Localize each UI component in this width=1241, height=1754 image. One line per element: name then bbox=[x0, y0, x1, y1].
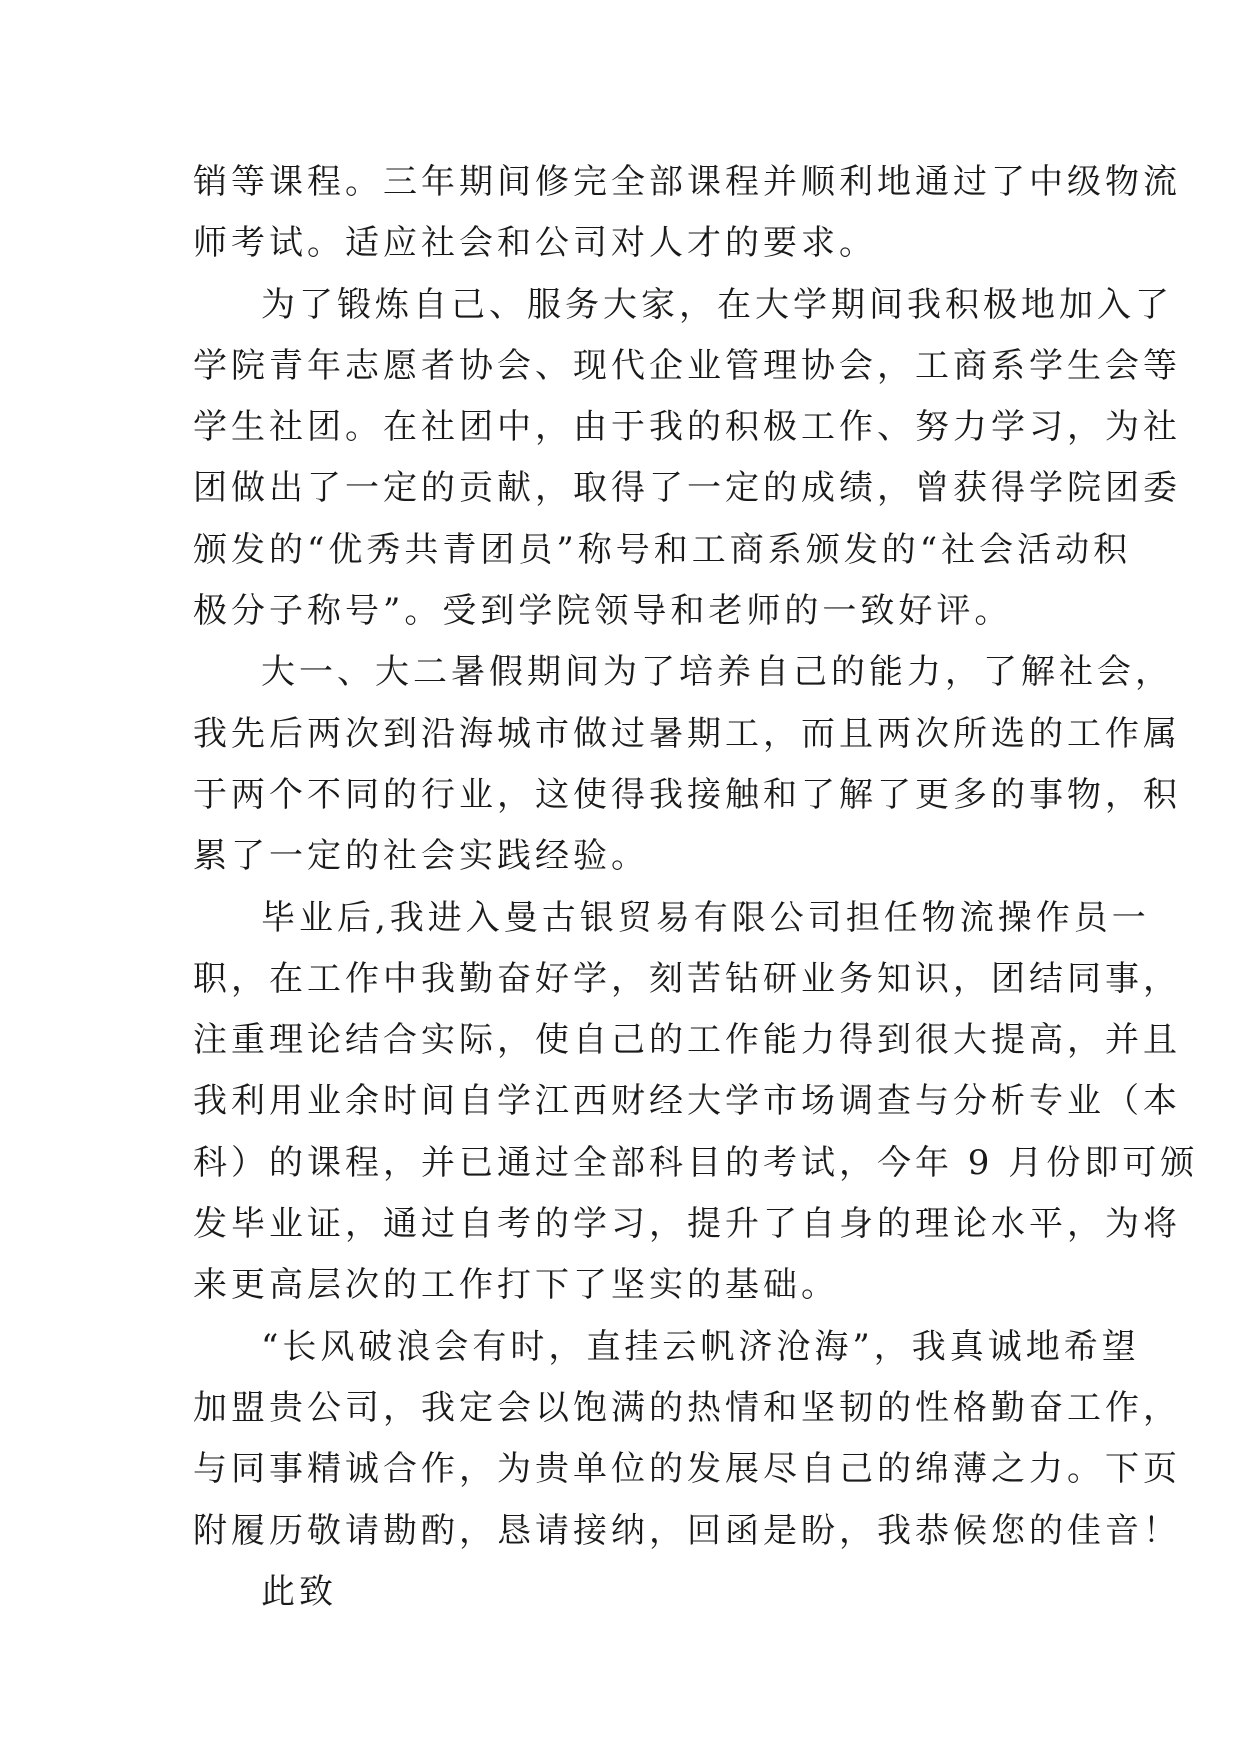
text-line: 科）的课程，并已通过全部科目的考试，今年 9 月份即可颁 bbox=[193, 1142, 1199, 1183]
letter-body bbox=[193, 152, 1199, 1623]
text-line: 销等课程。三年期间修完全部课程并顺利地通过了中级物流 bbox=[193, 162, 1181, 202]
text-line: 学生社团。在社团中，由于我的积极工作、努力学习，为社 bbox=[193, 407, 1181, 448]
text-line: 我先后两次到沿海城市做过暑期工，而且两次所选的工作属 bbox=[193, 713, 1181, 754]
text-line: 累了一定的社会实践经验。 bbox=[193, 836, 649, 877]
text-line: 团做出了一定的贡献，取得了一定的成绩，曾获得学院团委 bbox=[193, 468, 1181, 509]
text-line: 注重理论结合实际，使自己的工作能力得到很大提高，并且 bbox=[193, 1020, 1181, 1061]
closing-salutation: 此致 bbox=[261, 1571, 337, 1612]
text-line: 师考试。适应社会和公司对人才的要求。 bbox=[193, 223, 877, 264]
paragraph-start-line: 大一、大二暑假期间为了培养自己的能力，了解社会， bbox=[261, 652, 1173, 693]
text-line: 来更高层次的工作打下了坚实的基础。 bbox=[193, 1265, 839, 1306]
text-line: 极分子称号”。受到学院领导和老师的一致好评。 bbox=[193, 591, 1013, 632]
paragraph-start-line: “长风破浪会有时，直挂云帆济沧海”，我真诚地希望 bbox=[261, 1326, 1140, 1367]
text-line: 于两个不同的行业，这使得我接触和了解了更多的事物，积 bbox=[193, 774, 1181, 815]
text-line: 我利用业余时间自学江西财经大学市场调查与分析专业（本 bbox=[193, 1081, 1181, 1122]
text-line: 颁发的“优秀共青团员”称号和工商系颁发的“社会活动积 bbox=[193, 529, 1132, 570]
paragraph-start-line: 毕业后,我进入曼古银贸易有限公司担任物流操作员一 bbox=[261, 897, 1150, 938]
text-line: 与同事精诚合作，为贵单位的发展尽自己的绵薄之力。下页 bbox=[193, 1449, 1181, 1490]
text-line: 附履历敬请勘酌，恳请接纳，回函是盼，我恭候您的佳音！ bbox=[193, 1510, 1181, 1551]
text-line: 职，在工作中我勤奋好学，刻苦钻研业务知识，团结同事， bbox=[193, 958, 1181, 999]
text-line: 加盟贵公司，我定会以饱满的热情和坚韧的性格勤奋工作， bbox=[193, 1387, 1181, 1428]
paragraph-start-line: 为了锻炼自己、服务大家，在大学期间我积极地加入了 bbox=[261, 284, 1173, 325]
text-line: 学院青年志愿者协会、现代企业管理协会，工商系学生会等 bbox=[193, 345, 1181, 386]
text-line: 发毕业证，通过自考的学习，提升了自身的理论水平，为将 bbox=[193, 1204, 1181, 1245]
